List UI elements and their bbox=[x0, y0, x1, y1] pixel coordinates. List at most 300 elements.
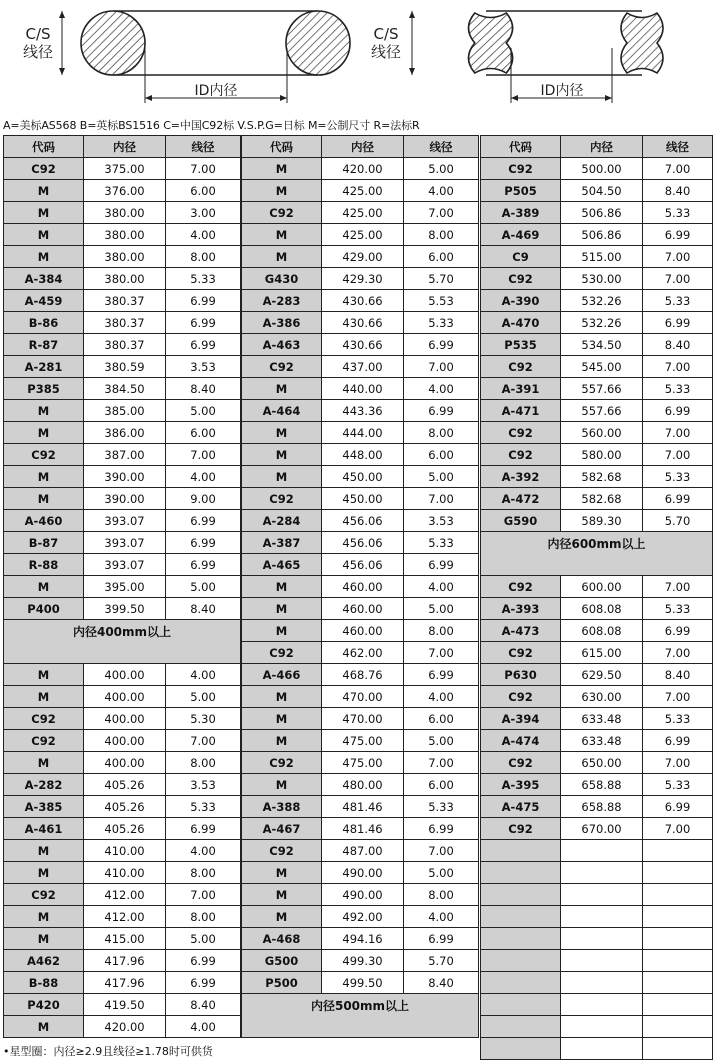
table-row bbox=[242, 444, 479, 466]
cross-section-cell: 4.00 bbox=[404, 378, 479, 400]
inner-diameter-cell: 456.06 bbox=[322, 532, 404, 554]
table-row bbox=[4, 378, 241, 400]
cs-label-text-cn: 线径 bbox=[370, 43, 401, 61]
code-cell: M bbox=[4, 840, 84, 862]
code-cell: A-282 bbox=[4, 774, 84, 796]
code-cell: C92 bbox=[4, 444, 84, 466]
code-cell: M bbox=[4, 400, 84, 422]
table-row bbox=[4, 906, 241, 928]
inner-diameter-cell: 633.48 bbox=[561, 708, 643, 730]
table-row bbox=[4, 972, 241, 994]
inner-diameter-cell: 456.06 bbox=[322, 510, 404, 532]
code-cell: A-467 bbox=[242, 818, 322, 840]
code-cell: C92 bbox=[4, 730, 84, 752]
table-row bbox=[481, 796, 713, 818]
inner-diameter-cell: 670.00 bbox=[561, 818, 643, 840]
section-title: 内径500mm以上 bbox=[242, 994, 479, 1038]
code-cell: C92 bbox=[481, 158, 561, 180]
inner-diameter-cell: 462.00 bbox=[322, 642, 404, 664]
empty-cell bbox=[481, 1016, 561, 1038]
cross-section-cell: 6.99 bbox=[166, 334, 241, 356]
inner-diameter-cell: 448.00 bbox=[322, 444, 404, 466]
empty-cell bbox=[643, 840, 713, 862]
cross-section-cell: 8.00 bbox=[166, 246, 241, 268]
code-cell: M bbox=[242, 774, 322, 796]
inner-diameter-cell: 504.50 bbox=[561, 180, 643, 202]
cross-section-cell: 7.00 bbox=[643, 268, 713, 290]
table-row bbox=[242, 862, 479, 884]
cross-section-cell: 5.70 bbox=[404, 950, 479, 972]
code-cell: A-387 bbox=[242, 532, 322, 554]
table-row bbox=[481, 488, 713, 510]
table-row bbox=[242, 180, 479, 202]
table-row bbox=[242, 334, 479, 356]
round-section-left bbox=[81, 11, 145, 75]
table-row bbox=[481, 752, 713, 774]
table-row bbox=[481, 598, 713, 620]
cross-section-cell: 6.99 bbox=[643, 488, 713, 510]
cross-section-cell: 5.33 bbox=[643, 202, 713, 224]
inner-diameter-cell: 487.00 bbox=[322, 840, 404, 862]
cross-section-cell: 6.99 bbox=[166, 972, 241, 994]
code-cell: B-88 bbox=[4, 972, 84, 994]
table-row bbox=[481, 246, 713, 268]
code-cell: M bbox=[242, 598, 322, 620]
cross-section-cell: 5.33 bbox=[643, 774, 713, 796]
table-row bbox=[4, 290, 241, 312]
inner-diameter-cell: 460.00 bbox=[322, 598, 404, 620]
inner-diameter-cell: 475.00 bbox=[322, 730, 404, 752]
inner-diameter-cell: 412.00 bbox=[84, 906, 166, 928]
cross-section-cell: 7.00 bbox=[404, 488, 479, 510]
inner-diameter-cell: 410.00 bbox=[84, 862, 166, 884]
id-label-right: ID内径 bbox=[540, 83, 584, 99]
inner-diameter-cell: 376.00 bbox=[84, 180, 166, 202]
empty-cell bbox=[481, 840, 561, 862]
code-cell: M bbox=[4, 928, 84, 950]
code-cell: M bbox=[242, 620, 322, 642]
cross-section-cell: 5.33 bbox=[643, 708, 713, 730]
inner-diameter-cell: 545.00 bbox=[561, 356, 643, 378]
empty-row bbox=[481, 884, 713, 906]
cross-section-cell: 7.00 bbox=[643, 642, 713, 664]
cross-section-cell: 8.40 bbox=[643, 180, 713, 202]
inner-diameter-cell: 375.00 bbox=[84, 158, 166, 180]
table-row bbox=[4, 334, 241, 356]
inner-diameter-cell: 532.26 bbox=[561, 290, 643, 312]
cross-section-cell: 6.99 bbox=[643, 224, 713, 246]
cross-section-cell: 6.99 bbox=[404, 928, 479, 950]
empty-cell bbox=[481, 906, 561, 928]
cross-section-cell: 8.00 bbox=[404, 884, 479, 906]
inner-diameter-cell: 475.00 bbox=[322, 752, 404, 774]
inner-diameter-cell: 380.59 bbox=[84, 356, 166, 378]
table-row bbox=[4, 818, 241, 840]
table-row bbox=[4, 730, 241, 752]
cross-section-cell: 8.40 bbox=[166, 378, 241, 400]
header-inner-diameter: 内径 bbox=[322, 136, 404, 158]
cs-label-text-cn: 线径 bbox=[22, 43, 53, 61]
table-row bbox=[4, 664, 241, 686]
table-row bbox=[4, 312, 241, 334]
code-cell: A-463 bbox=[242, 334, 322, 356]
table-row bbox=[4, 356, 241, 378]
table-row bbox=[242, 620, 479, 642]
table-row bbox=[481, 620, 713, 642]
table-row bbox=[242, 708, 479, 730]
code-cell: B-87 bbox=[4, 532, 84, 554]
section-header-row bbox=[242, 994, 479, 1038]
code-cell: C92 bbox=[242, 752, 322, 774]
cross-section-cell: 7.00 bbox=[643, 576, 713, 598]
empty-cell bbox=[643, 906, 713, 928]
inner-diameter-cell: 633.48 bbox=[561, 730, 643, 752]
header-inner-diameter: 内径 bbox=[84, 136, 166, 158]
table-row bbox=[481, 422, 713, 444]
header-code: 代码 bbox=[242, 136, 322, 158]
cross-section-cell: 7.00 bbox=[643, 246, 713, 268]
table-row bbox=[4, 884, 241, 906]
cross-section-cell: 6.99 bbox=[166, 532, 241, 554]
inner-diameter-cell: 390.00 bbox=[84, 488, 166, 510]
cross-section-cell: 6.00 bbox=[166, 422, 241, 444]
code-cell: P420 bbox=[4, 994, 84, 1016]
code-cell: M bbox=[242, 708, 322, 730]
code-cell: A-395 bbox=[481, 774, 561, 796]
cross-section-cell: 8.00 bbox=[404, 620, 479, 642]
inner-diameter-cell: 468.76 bbox=[322, 664, 404, 686]
cross-section-cell: 7.00 bbox=[404, 642, 479, 664]
code-cell: M bbox=[4, 180, 84, 202]
empty-row bbox=[481, 950, 713, 972]
cs-label-text: C/S bbox=[25, 25, 51, 43]
table-row bbox=[481, 202, 713, 224]
table-row bbox=[4, 840, 241, 862]
inner-diameter-cell: 530.00 bbox=[561, 268, 643, 290]
inner-diameter-cell: 456.06 bbox=[322, 554, 404, 576]
table-row bbox=[4, 488, 241, 510]
inner-diameter-cell: 499.30 bbox=[322, 950, 404, 972]
cross-section-cell: 5.00 bbox=[166, 576, 241, 598]
empty-cell bbox=[561, 928, 643, 950]
cross-section-cell: 6.99 bbox=[166, 950, 241, 972]
empty-cell bbox=[561, 862, 643, 884]
code-cell: M bbox=[4, 488, 84, 510]
cross-section-cell: 4.00 bbox=[404, 180, 479, 202]
code-cell: A-473 bbox=[481, 620, 561, 642]
inner-diameter-cell: 580.00 bbox=[561, 444, 643, 466]
cross-section-cell: 4.00 bbox=[166, 466, 241, 488]
inner-diameter-cell: 400.00 bbox=[84, 730, 166, 752]
table-row bbox=[4, 400, 241, 422]
table-row bbox=[481, 356, 713, 378]
inner-diameter-cell: 658.88 bbox=[561, 774, 643, 796]
inner-diameter-cell: 400.00 bbox=[84, 708, 166, 730]
cross-section-cell: 9.00 bbox=[166, 488, 241, 510]
code-cell: M bbox=[4, 906, 84, 928]
cs-label-text: C/S bbox=[373, 25, 399, 43]
inner-diameter-cell: 480.00 bbox=[322, 774, 404, 796]
inner-diameter-cell: 393.07 bbox=[84, 554, 166, 576]
cross-section-cell: 6.99 bbox=[404, 818, 479, 840]
section-header-row bbox=[481, 532, 713, 576]
inner-diameter-cell: 437.00 bbox=[322, 356, 404, 378]
inner-diameter-cell: 582.68 bbox=[561, 466, 643, 488]
table-row bbox=[481, 510, 713, 532]
table-row bbox=[242, 510, 479, 532]
code-cell: P630 bbox=[481, 664, 561, 686]
code-cell: M bbox=[242, 246, 322, 268]
table-row bbox=[481, 444, 713, 466]
cross-section-cell: 4.00 bbox=[404, 576, 479, 598]
cross-section-cell: 5.33 bbox=[404, 796, 479, 818]
table-row bbox=[242, 928, 479, 950]
inner-diameter-cell: 390.00 bbox=[84, 466, 166, 488]
code-cell: A-470 bbox=[481, 312, 561, 334]
table-row bbox=[481, 312, 713, 334]
header-cross-section: 线径 bbox=[404, 136, 479, 158]
cross-section-cell: 7.00 bbox=[166, 158, 241, 180]
empty-cell bbox=[481, 1038, 561, 1060]
cross-section-cell: 8.00 bbox=[404, 422, 479, 444]
inner-diameter-cell: 405.26 bbox=[84, 774, 166, 796]
section-title: 内径400mm以上 bbox=[4, 620, 241, 664]
table-row bbox=[481, 818, 713, 840]
table-row bbox=[242, 906, 479, 928]
cross-section-cell: 8.00 bbox=[166, 906, 241, 928]
cross-section-cell: 5.70 bbox=[404, 268, 479, 290]
round-section-right bbox=[286, 11, 350, 75]
empty-cell bbox=[481, 994, 561, 1016]
cross-section-cell: 7.00 bbox=[404, 752, 479, 774]
code-cell: C92 bbox=[242, 840, 322, 862]
code-cell: M bbox=[242, 730, 322, 752]
cross-section-cell: 8.40 bbox=[643, 334, 713, 356]
table-row bbox=[481, 334, 713, 356]
table-row bbox=[242, 224, 479, 246]
table-row bbox=[242, 818, 479, 840]
table-row bbox=[242, 246, 479, 268]
code-cell: A-389 bbox=[481, 202, 561, 224]
inner-diameter-cell: 492.00 bbox=[322, 906, 404, 928]
table-row bbox=[4, 686, 241, 708]
code-cell: M bbox=[4, 862, 84, 884]
inner-diameter-cell: 443.36 bbox=[322, 400, 404, 422]
empty-cell bbox=[561, 950, 643, 972]
code-cell: A-464 bbox=[242, 400, 322, 422]
cross-section-cell: 3.53 bbox=[404, 510, 479, 532]
inner-diameter-cell: 490.00 bbox=[322, 862, 404, 884]
cross-section-cell: 5.33 bbox=[404, 532, 479, 554]
size-table-col-1 bbox=[3, 135, 241, 1038]
table-row bbox=[242, 488, 479, 510]
cross-section-cell: 8.40 bbox=[166, 598, 241, 620]
size-table-col-3 bbox=[480, 135, 713, 1060]
cross-section-cell: 6.99 bbox=[166, 510, 241, 532]
table-row bbox=[481, 400, 713, 422]
table-row bbox=[242, 730, 479, 752]
inner-diameter-cell: 380.00 bbox=[84, 268, 166, 290]
table-row bbox=[242, 422, 479, 444]
cross-section-cell: 6.99 bbox=[643, 312, 713, 334]
cross-section-cell: 6.99 bbox=[166, 554, 241, 576]
inner-diameter-cell: 425.00 bbox=[322, 202, 404, 224]
inner-diameter-cell: 470.00 bbox=[322, 686, 404, 708]
empty-row bbox=[481, 972, 713, 994]
inner-diameter-cell: 430.66 bbox=[322, 290, 404, 312]
inner-diameter-cell: 481.46 bbox=[322, 796, 404, 818]
inner-diameter-cell: 494.16 bbox=[322, 928, 404, 950]
table-row bbox=[481, 708, 713, 730]
table-row bbox=[4, 180, 241, 202]
inner-diameter-cell: 393.07 bbox=[84, 510, 166, 532]
inner-diameter-cell: 425.00 bbox=[322, 224, 404, 246]
table-row bbox=[242, 268, 479, 290]
table-row bbox=[481, 180, 713, 202]
code-cell: A-386 bbox=[242, 312, 322, 334]
empty-cell bbox=[643, 1038, 713, 1060]
cross-section-cell: 7.00 bbox=[166, 730, 241, 752]
cross-section-cell: 7.00 bbox=[643, 422, 713, 444]
code-cell: C92 bbox=[4, 708, 84, 730]
table-row bbox=[4, 598, 241, 620]
table-row bbox=[242, 642, 479, 664]
inner-diameter-cell: 429.00 bbox=[322, 246, 404, 268]
table-row bbox=[242, 312, 479, 334]
code-cell: M bbox=[4, 224, 84, 246]
table-row bbox=[242, 290, 479, 312]
table-row bbox=[481, 664, 713, 686]
cs-label-left bbox=[18, 25, 58, 61]
inner-diameter-cell: 400.00 bbox=[84, 752, 166, 774]
cross-section-cell: 5.00 bbox=[404, 598, 479, 620]
code-cell: A-465 bbox=[242, 554, 322, 576]
code-cell: B-86 bbox=[4, 312, 84, 334]
table-row bbox=[481, 268, 713, 290]
cross-section-cell: 5.00 bbox=[404, 862, 479, 884]
code-cell: R-87 bbox=[4, 334, 84, 356]
code-cell: C92 bbox=[481, 268, 561, 290]
inner-diameter-cell: 629.50 bbox=[561, 664, 643, 686]
empty-row bbox=[481, 1038, 713, 1060]
code-cell: M bbox=[242, 884, 322, 906]
inner-diameter-cell: 557.66 bbox=[561, 400, 643, 422]
inner-diameter-cell: 380.37 bbox=[84, 312, 166, 334]
table-row bbox=[481, 158, 713, 180]
table-row bbox=[4, 994, 241, 1016]
cross-section-cell: 5.00 bbox=[404, 158, 479, 180]
inner-diameter-cell: 557.66 bbox=[561, 378, 643, 400]
cross-section-cell: 8.00 bbox=[404, 224, 479, 246]
table-row bbox=[4, 774, 241, 796]
header-cross-section: 线径 bbox=[166, 136, 241, 158]
cross-section-cell: 5.33 bbox=[643, 378, 713, 400]
inner-diameter-cell: 534.50 bbox=[561, 334, 643, 356]
code-cell: M bbox=[242, 862, 322, 884]
empty-cell bbox=[643, 862, 713, 884]
code-cell: M bbox=[4, 752, 84, 774]
code-cell: M bbox=[4, 202, 84, 224]
table-row bbox=[242, 884, 479, 906]
inner-diameter-cell: 400.00 bbox=[84, 686, 166, 708]
cross-section-cell: 5.33 bbox=[643, 466, 713, 488]
cross-section-cell: 5.30 bbox=[166, 708, 241, 730]
table-row bbox=[481, 224, 713, 246]
code-cell: A-475 bbox=[481, 796, 561, 818]
empty-cell bbox=[481, 862, 561, 884]
table-row bbox=[242, 576, 479, 598]
table-row bbox=[242, 554, 479, 576]
code-cell: C92 bbox=[4, 884, 84, 906]
code-cell: C92 bbox=[242, 642, 322, 664]
inner-diameter-cell: 429.30 bbox=[322, 268, 404, 290]
cross-section-cell: 5.00 bbox=[166, 928, 241, 950]
table-row bbox=[4, 752, 241, 774]
code-cell: M bbox=[242, 422, 322, 444]
empty-row bbox=[481, 1016, 713, 1038]
code-cell: C92 bbox=[4, 158, 84, 180]
cs-label-right bbox=[366, 25, 406, 61]
code-cell: M bbox=[4, 686, 84, 708]
cross-section-cell: 6.00 bbox=[404, 774, 479, 796]
code-cell: P385 bbox=[4, 378, 84, 400]
cross-section-cell: 7.00 bbox=[643, 444, 713, 466]
cross-section-cell: 6.00 bbox=[404, 444, 479, 466]
star-ring-footnote: •星型圈：内径≥2.9且线径≥1.78时可供货 bbox=[3, 1045, 213, 1058]
empty-cell bbox=[561, 972, 643, 994]
table-row bbox=[481, 466, 713, 488]
header-code: 代码 bbox=[4, 136, 84, 158]
table-row bbox=[242, 356, 479, 378]
empty-row bbox=[481, 862, 713, 884]
cross-section-cell: 6.99 bbox=[166, 312, 241, 334]
code-cell: A-469 bbox=[481, 224, 561, 246]
table-row bbox=[4, 950, 241, 972]
inner-diameter-cell: 384.50 bbox=[84, 378, 166, 400]
cross-section-cell: 3.00 bbox=[166, 202, 241, 224]
empty-cell bbox=[561, 840, 643, 862]
code-cell: A-390 bbox=[481, 290, 561, 312]
code-cell: M bbox=[242, 224, 322, 246]
cross-section-cell: 6.99 bbox=[404, 400, 479, 422]
code-cell: M bbox=[242, 686, 322, 708]
code-cell: A-466 bbox=[242, 664, 322, 686]
table-row bbox=[4, 246, 241, 268]
empty-row bbox=[481, 928, 713, 950]
empty-cell bbox=[481, 950, 561, 972]
inner-diameter-cell: 380.00 bbox=[84, 224, 166, 246]
table-row bbox=[481, 642, 713, 664]
empty-cell bbox=[561, 994, 643, 1016]
inner-diameter-cell: 470.00 bbox=[322, 708, 404, 730]
code-cell: A462 bbox=[4, 950, 84, 972]
cross-section-cell: 8.00 bbox=[166, 862, 241, 884]
cross-section-cell: 4.00 bbox=[404, 686, 479, 708]
code-cell: A-388 bbox=[242, 796, 322, 818]
table-row bbox=[4, 268, 241, 290]
code-cell: A-283 bbox=[242, 290, 322, 312]
standards-legend: A=美标AS568 B=英标BS1516 C=中国C92标 V.S.P.G=日标 M=公制尺寸 R=法标R bbox=[3, 119, 420, 132]
code-cell: C92 bbox=[481, 576, 561, 598]
cross-section-cell: 4.00 bbox=[166, 664, 241, 686]
inner-diameter-cell: 393.07 bbox=[84, 532, 166, 554]
inner-diameter-cell: 450.00 bbox=[322, 488, 404, 510]
inner-diameter-cell: 380.00 bbox=[84, 202, 166, 224]
table-row bbox=[4, 554, 241, 576]
code-cell: P535 bbox=[481, 334, 561, 356]
table-row bbox=[481, 290, 713, 312]
code-cell: M bbox=[242, 378, 322, 400]
